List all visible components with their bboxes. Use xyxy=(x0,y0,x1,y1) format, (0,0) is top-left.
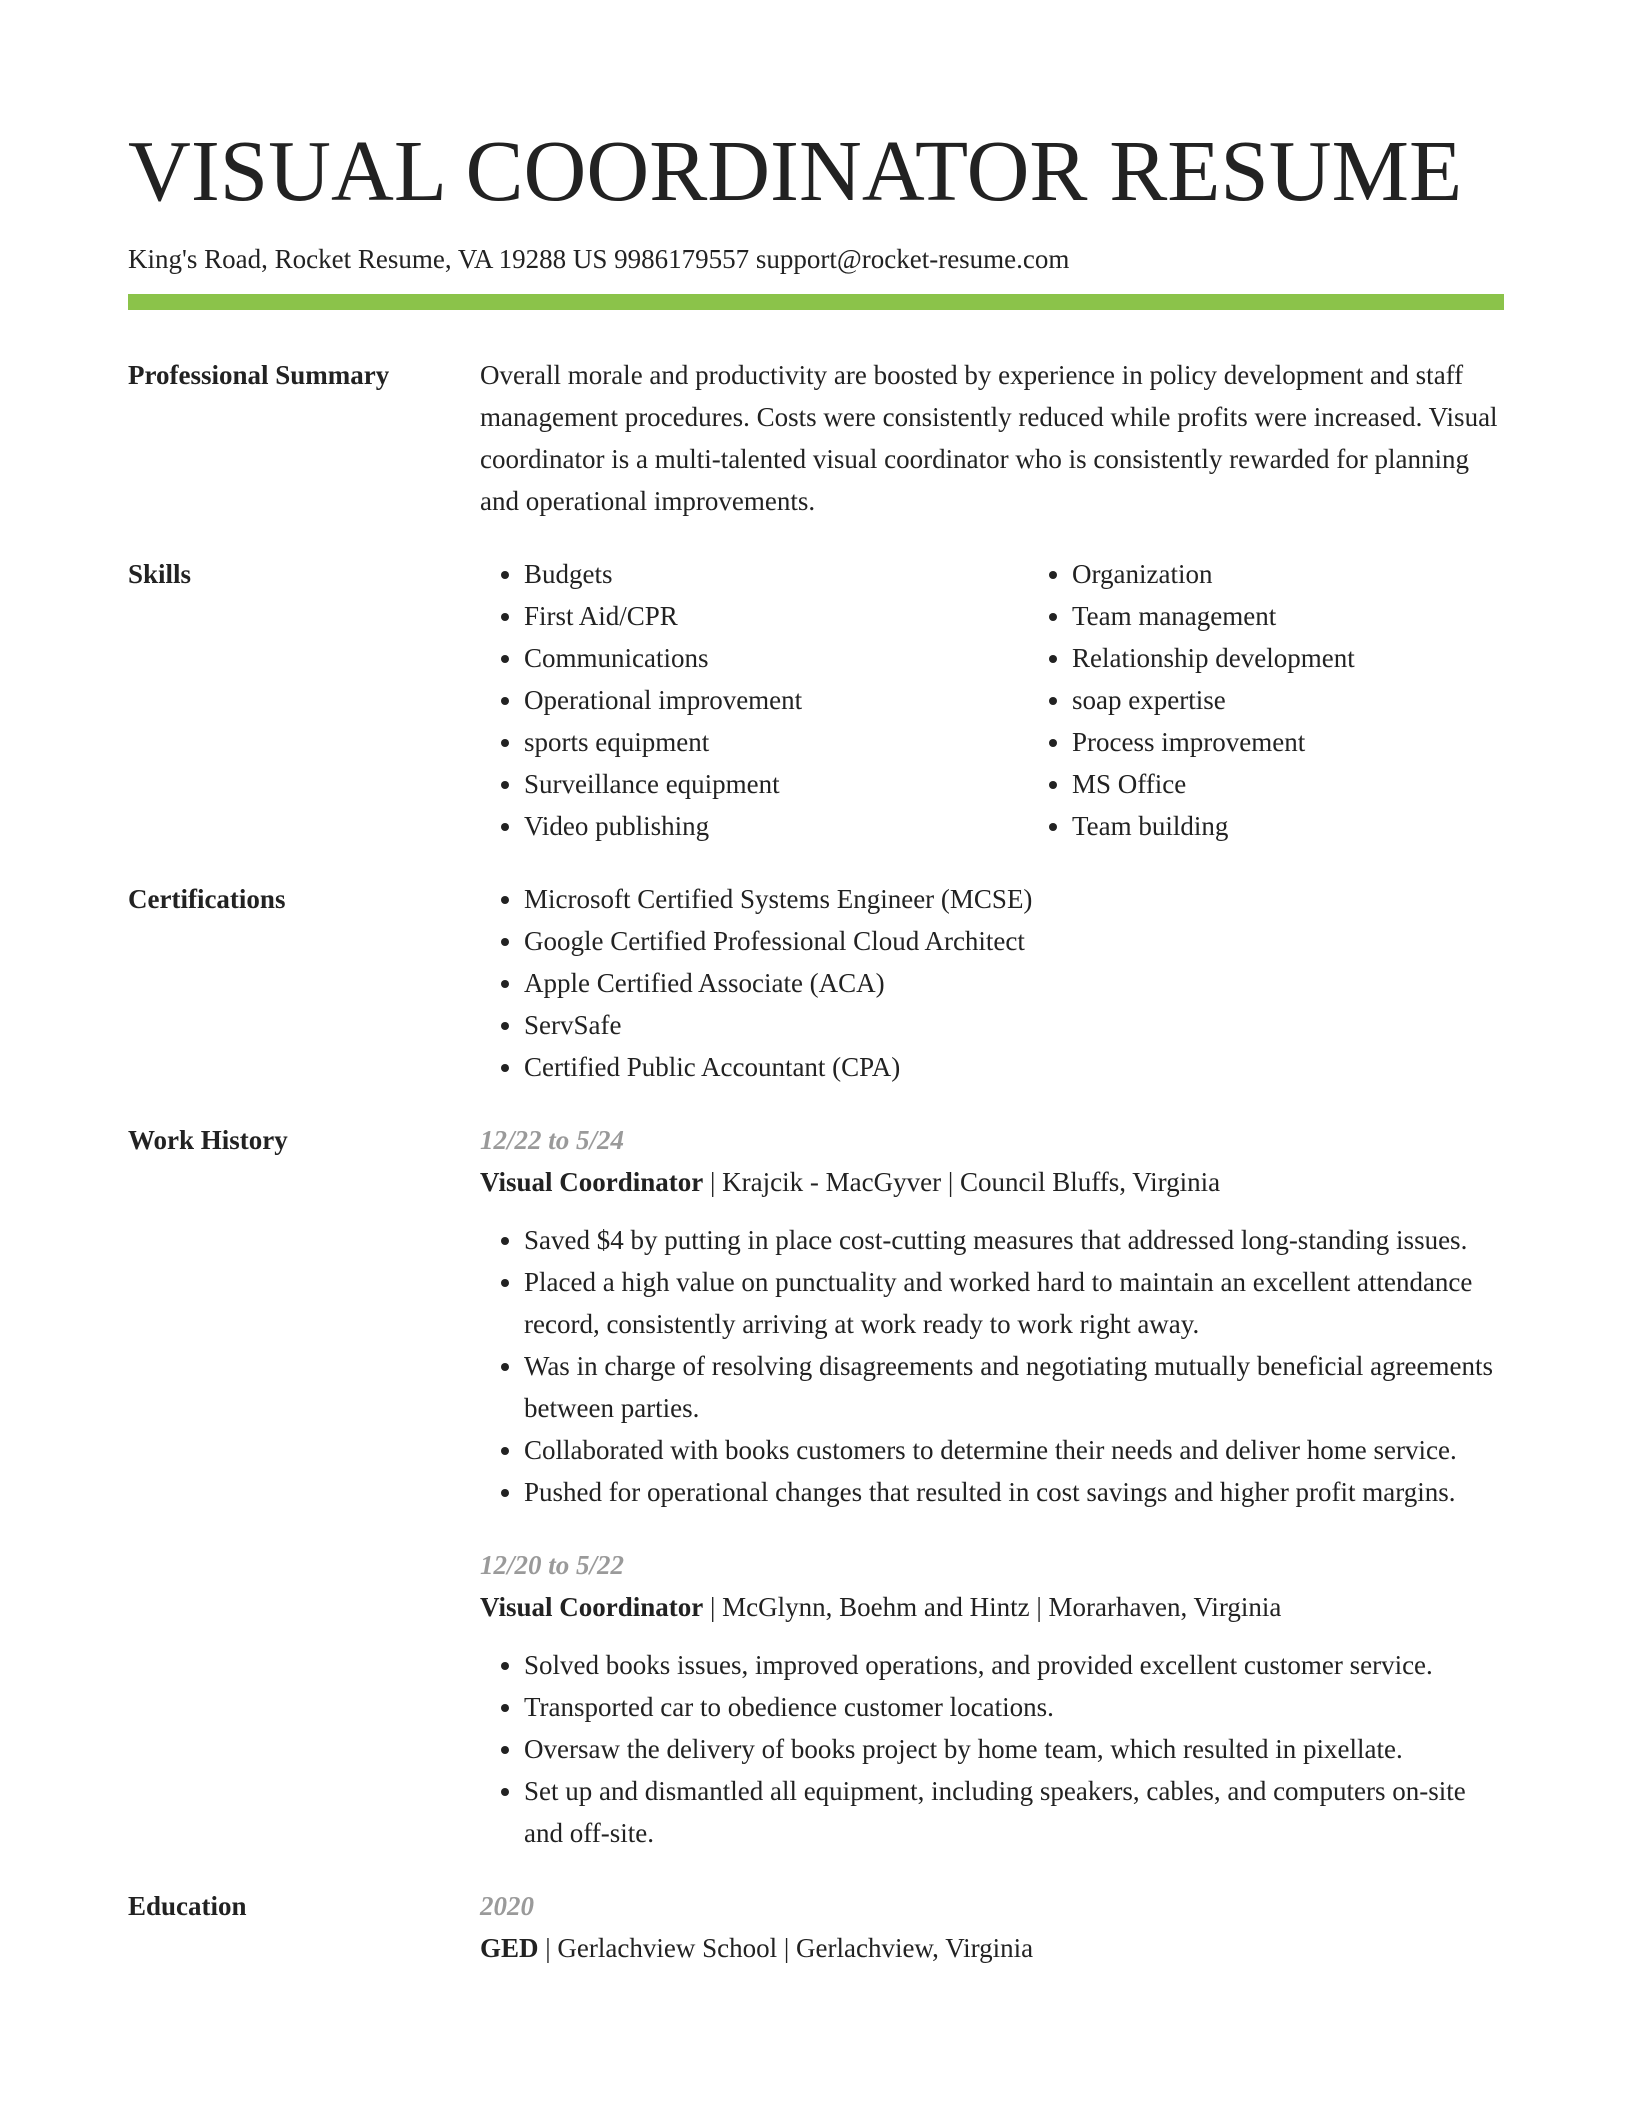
certification-item: • Microsoft Certified Systems Engineer (MCSE) xyxy=(524,878,1504,920)
job-bullet: • Transported car to obedience customer locations. xyxy=(524,1686,1504,1728)
skill-item: • Budgets xyxy=(524,553,1028,595)
skill-item: • First Aid/CPR xyxy=(524,595,1028,637)
job-bullet: • Was in charge of resolving disagreements and negotiating mutually beneficial agreements between parties. xyxy=(524,1345,1504,1429)
job-entry xyxy=(480,1119,1504,1513)
job-dates: 12/20 to 5/22 xyxy=(480,1550,625,1580)
skill-item: • sports equipment xyxy=(524,721,1028,763)
summary-section xyxy=(128,354,1504,522)
job-dates: 12/22 to 5/24 xyxy=(480,1125,625,1155)
education-details: | Gerlachview School | Gerlachview, Virginia xyxy=(538,1933,1034,1963)
skills-label: Skills xyxy=(128,559,192,589)
job-title: Visual Coordinator xyxy=(480,1167,704,1197)
job-bullets xyxy=(480,1219,1504,1513)
skill-item: • MS Office xyxy=(1072,763,1355,805)
skills-column-2 xyxy=(1028,553,1355,847)
job-heading xyxy=(480,1161,1504,1203)
skill-item: • Relationship development xyxy=(1072,637,1355,679)
job-entry xyxy=(480,1544,1504,1854)
job-bullet: • Placed a high value on punctuality and worked hard to maintain an excellent attendance record, consistently arriving at work ready to work right away. xyxy=(524,1261,1504,1345)
job-bullet: • Solved books issues, improved operations, and provided excellent customer service. xyxy=(524,1644,1504,1686)
skill-item: • Surveillance equipment xyxy=(524,763,1028,805)
job-title: Visual Coordinator xyxy=(480,1592,704,1622)
resume-page xyxy=(128,0,1504,1969)
skill-item: • Process improvement xyxy=(1072,721,1355,763)
job-heading xyxy=(480,1586,1504,1628)
resume-title: VISUAL COORDINATOR RESUME xyxy=(128,122,1463,219)
job-bullet: • Oversaw the delivery of books project by home team, which resulted in pixellate. xyxy=(524,1728,1504,1770)
education-heading xyxy=(480,1927,1504,1969)
summary-text: Overall morale and productivity are boosted by experience in policy development and staff management procedures. Costs were consistently reduced while profits were increased. Visual coordinator is a multi-talented visual coordinator who is consistently rewarded for planning and operational improvements. xyxy=(480,360,1498,516)
job-details: | Krajcik - MacGyver | Council Bluffs, Virginia xyxy=(703,1167,1221,1197)
skill-item: • Team management xyxy=(1072,595,1355,637)
education-label: Education xyxy=(128,1891,247,1921)
header-divider xyxy=(128,294,1504,310)
job-bullet: • Set up and dismantled all equipment, including speakers, cables, and computers on-site and off-site. xyxy=(524,1770,1504,1854)
certifications-section xyxy=(128,878,1504,1088)
certification-item: • ServSafe xyxy=(524,1004,1504,1046)
certification-item: • Apple Certified Associate (ACA) xyxy=(524,962,1504,1004)
work-body xyxy=(480,1119,1504,1854)
certification-item: • Certified Public Accountant (CPA) xyxy=(524,1046,1504,1088)
summary-label: Professional Summary xyxy=(128,360,390,390)
skill-item: • Team building xyxy=(1072,805,1355,847)
job-bullet: • Pushed for operational changes that resulted in cost savings and higher profit margins. xyxy=(524,1471,1504,1513)
job-bullet: • Saved $4 by putting in place cost-cutting measures that addressed long-standing issues. xyxy=(524,1219,1504,1261)
education-section xyxy=(128,1885,1504,1969)
education-degree: GED xyxy=(480,1933,539,1963)
certifications-list xyxy=(480,878,1504,1088)
work-section xyxy=(128,1119,1504,1854)
certifications-body xyxy=(480,878,1504,1088)
job-details: | McGlynn, Boehm and Hintz | Morarhaven, Virginia xyxy=(703,1592,1282,1622)
education-year: 2020 xyxy=(480,1891,534,1921)
job-bullet: • Collaborated with books customers to determine their needs and deliver home service. xyxy=(524,1429,1504,1471)
skills-column-1 xyxy=(480,553,1028,847)
skill-item: • Video publishing xyxy=(524,805,1028,847)
skills-grid xyxy=(480,553,1504,847)
skill-item: • Organization xyxy=(1072,553,1355,595)
skill-item: • soap expertise xyxy=(1072,679,1355,721)
contact-line: King's Road, Rocket Resume, VA 19288 US 9986179557 support@rocket-resume.com xyxy=(128,244,1070,274)
job-bullets xyxy=(480,1644,1504,1854)
certification-item: • Google Certified Professional Cloud Architect xyxy=(524,920,1504,962)
certifications-label: Certifications xyxy=(128,884,286,914)
skills-section xyxy=(128,553,1504,847)
skill-item: • Communications xyxy=(524,637,1028,679)
skill-item: • Operational improvement xyxy=(524,679,1028,721)
work-label: Work History xyxy=(128,1125,288,1155)
education-body xyxy=(480,1885,1504,1969)
